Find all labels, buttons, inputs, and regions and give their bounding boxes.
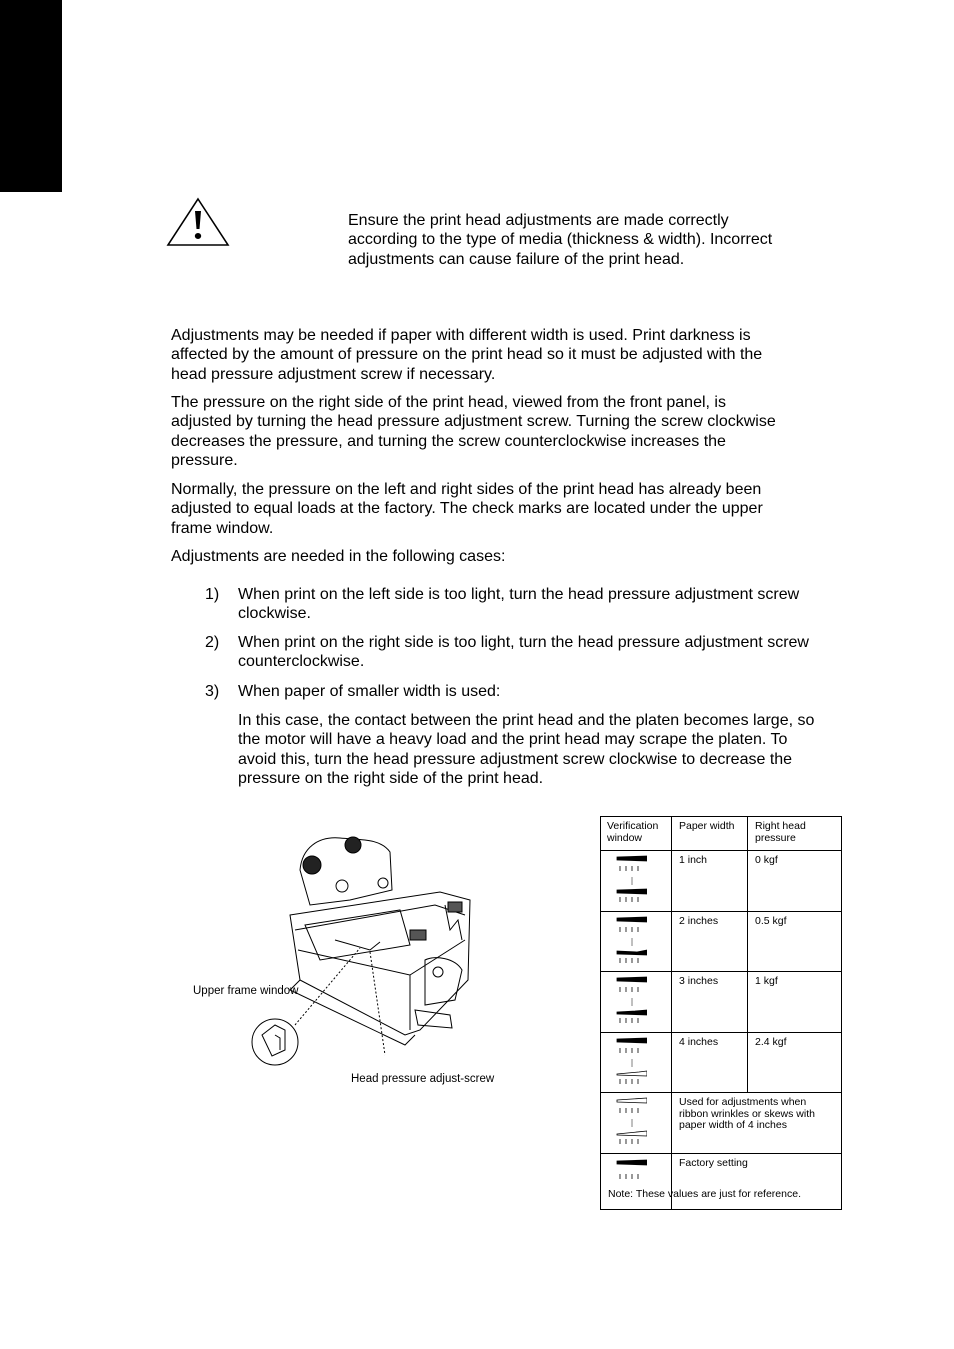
note-cell: Used for adjustments when ribbon wrinkles or skews with paper width of 4 inches <box>672 1093 842 1154</box>
table-row <box>601 1153 842 1209</box>
table-footnote: Note: These values are just for reference. <box>608 1188 801 1200</box>
pressure-cell: 1 kgf <box>748 972 842 1033</box>
paper-width-cell: 1 inch <box>672 851 748 912</box>
paper-width-cell: 3 inches <box>672 972 748 1033</box>
verification-marks-icon <box>601 1153 672 1209</box>
paper-width-cell: 4 inches <box>672 1032 748 1093</box>
paragraph-3: Normally, the pressure on the left and right sides of the print head has already been adjusted to equal loads at the factory. The check marks are located under the upper frame window. <box>171 481 763 537</box>
table-row <box>601 911 842 972</box>
list-number: 2) <box>205 634 220 651</box>
paper-width-cell: 2 inches <box>672 911 748 972</box>
pressure-cell: 0 kgf <box>748 851 842 912</box>
list-text: When paper of smaller width is used: <box>238 683 501 700</box>
table-row <box>601 972 842 1033</box>
callout-upper-frame-window: Upper frame window <box>193 985 299 997</box>
callout-head-pressure-screw: Head pressure adjust-screw <box>351 1073 495 1085</box>
note-cell: Factory setting <box>672 1153 842 1209</box>
paragraph-1: Adjustments may be needed if paper with different width is used. Print darkness is affected by the amount of pressure on the print head so it must be adjusted with the head pressure adjustment screw if necessary. <box>171 327 763 383</box>
verification-marks-icon <box>601 1032 672 1093</box>
header-paper-width: Paper width <box>672 817 748 851</box>
pressure-cell: 0.5 kgf <box>748 911 842 972</box>
list-number: 3) <box>205 683 220 700</box>
paragraph-2: The pressure on the right side of the print head, viewed from the front panel, is adjusted by turning the head pressure adjustment screw. Turning the screw clockwise decreases the pressure, and turning the screw counterclockwise increases the pressure. <box>171 394 776 469</box>
table-row <box>601 1093 842 1154</box>
pressure-cell: 2.4 kgf <box>748 1032 842 1093</box>
table-header-row <box>601 817 842 851</box>
list-subtext: In this case, the contact between the print head and the platen becomes large, so the motor will have a heavy load and the print head may scrape the platen. To avoid this, turn the head pressure adjustment screw clockwise to decrease the pressure on the right side of the print head. <box>238 712 815 787</box>
table-row <box>601 1032 842 1093</box>
table-row <box>601 851 842 912</box>
verification-marks-icon <box>601 1093 672 1154</box>
list-text: When print on the right side is too light, turn the head pressure adjustment screw counterclockwise. <box>238 634 809 671</box>
header-right-head-pressure: Right head pressure <box>748 817 842 851</box>
list-number: 1) <box>205 586 220 603</box>
warning-triangle-icon <box>166 196 230 248</box>
list-text: When print on the left side is too light, turn the head pressure adjustment screw clockwise. <box>238 586 800 623</box>
header-verification-window: Verification window <box>601 817 672 851</box>
paragraph-4: Adjustments are needed in the following cases: <box>171 548 506 565</box>
print-mechanism-illustration <box>240 830 490 1070</box>
verification-marks-icon <box>601 911 672 972</box>
section-tab-marker <box>0 0 62 192</box>
pressure-reference-table <box>600 816 842 1210</box>
verification-marks-icon <box>601 972 672 1033</box>
verification-marks-icon <box>601 851 672 912</box>
warning-text: Ensure the print head adjustments are made correctly according to the type of media (thickness & width). Incorrect adjustments can cause failure of the print head. <box>348 212 773 268</box>
